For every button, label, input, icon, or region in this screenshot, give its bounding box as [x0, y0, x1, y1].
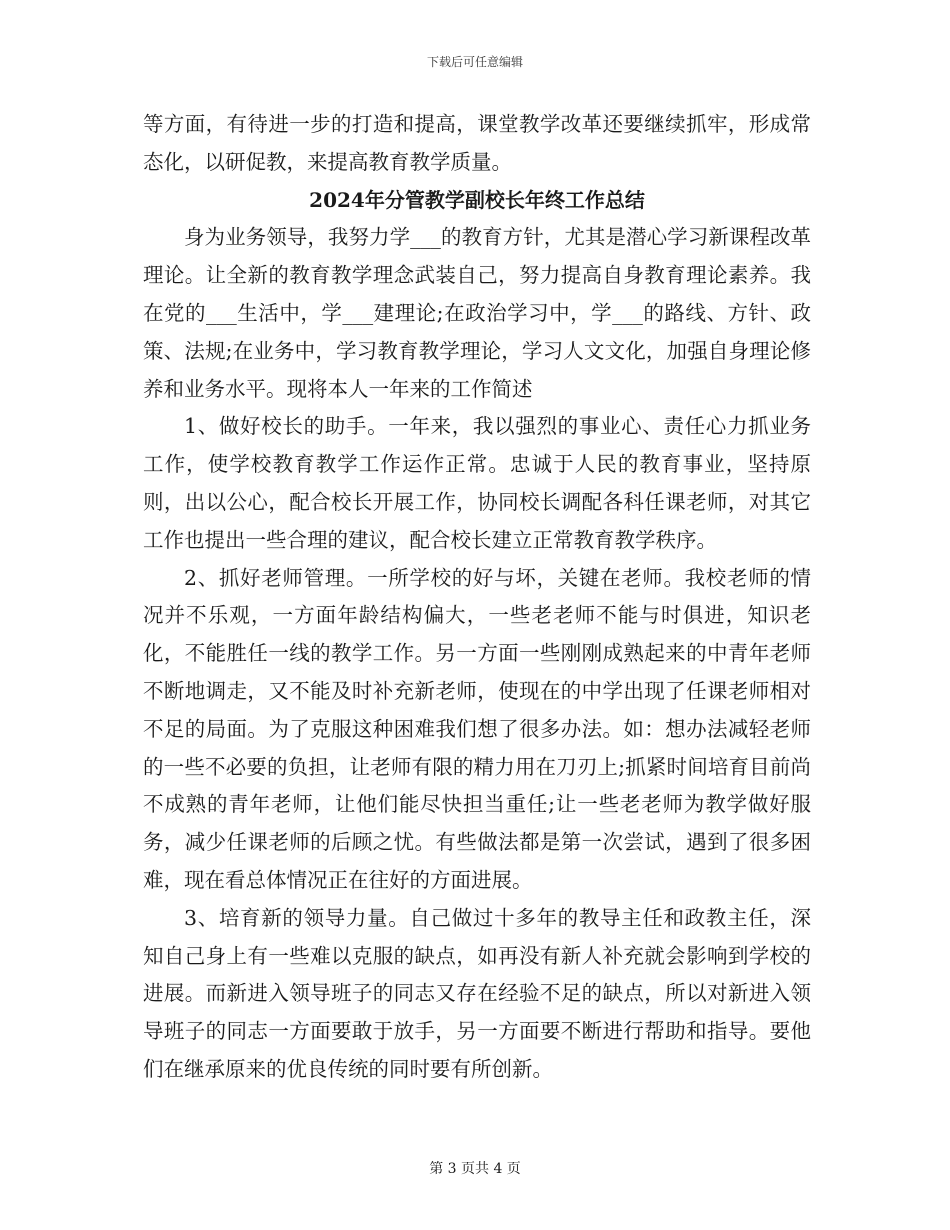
document-title: 2024年分管教学副校长年终工作总结 — [309, 187, 645, 212]
intro-paragraph: 等方面，有待进一步的打造和提高，课堂教学改革还要继续抓牢，形成常态化，以研促教，来提高教育教学质量。 — [143, 112, 811, 174]
paragraph-overview: 身为业务领导，我努力学___的教育方针，尤其是潜心学习新课程改革理论。让全新的教育教学理念武装自己，努力提高自身教育理论素养。我在党的___生活中，学___建理论;在政治学习中，学___的路线、方针、政策、法规;在业务中，学习教育教学理论，学习人文文化，加强自身理论修养和业务水平。现将本人一年来的工作简述 — [143, 225, 811, 401]
paragraph-assist-principal: 1、做好校长的助手。一年来，我以强烈的事业心、责任心力抓业务工作，使学校教育教学工作运作正常。忠诚于人民的教育事业，坚持原则，出以公心，配合校长开展工作，协同校长调配各科任课老师，对其它工作也提出一些合理的建议，配合校长建立正常教育教学秩序。 — [143, 414, 811, 552]
paragraph-leadership-training: 3、培育新的领导力量。自己做过十多年的教导主任和政教主任，深知自己身上有一些难以克服的缺点，如再没有新人补充就会影响到学校的进展。而新进入领导班子的同志又存在经验不足的缺点，所以对新进入领导班子的同志一方面要敢于放手，另一方面要不断进行帮助和指导。要他们在继承原来的优良传统的同时要有所创新。 — [143, 905, 811, 1081]
page-header: 下载后可任意编辑 — [426, 55, 523, 69]
document-body — [143, 106, 811, 1089]
page-footer: 第 3 页共 4 页 — [429, 1161, 521, 1177]
paragraph-teacher-management: 2、抓好老师管理。一所学校的好与坏，关键在老师。我校老师的情况并不乐观，一方面年龄结构偏大，一些老老师不能与时俱进，知识老化，不能胜任一线的教学工作。另一方面一些刚刚成熟起来的中青年老师不断地调走，又不能及时补充新老师，使现在的中学出现了任课老师相对不足的局面。为了克服这种困难我们想了很多办法。如：想办法减轻老师的一些不必要的负担，让老师有限的精力用在刀刃上;抓紧时间培育目前尚不成熟的青年老师，让他们能尽快担当重任;让一些老老师为教学做好服务，减少任课老师的后顾之忧。有些做法都是第一次尝试，遇到了很多困难，现在看总体情况正在往好的方面进展。 — [143, 565, 811, 892]
